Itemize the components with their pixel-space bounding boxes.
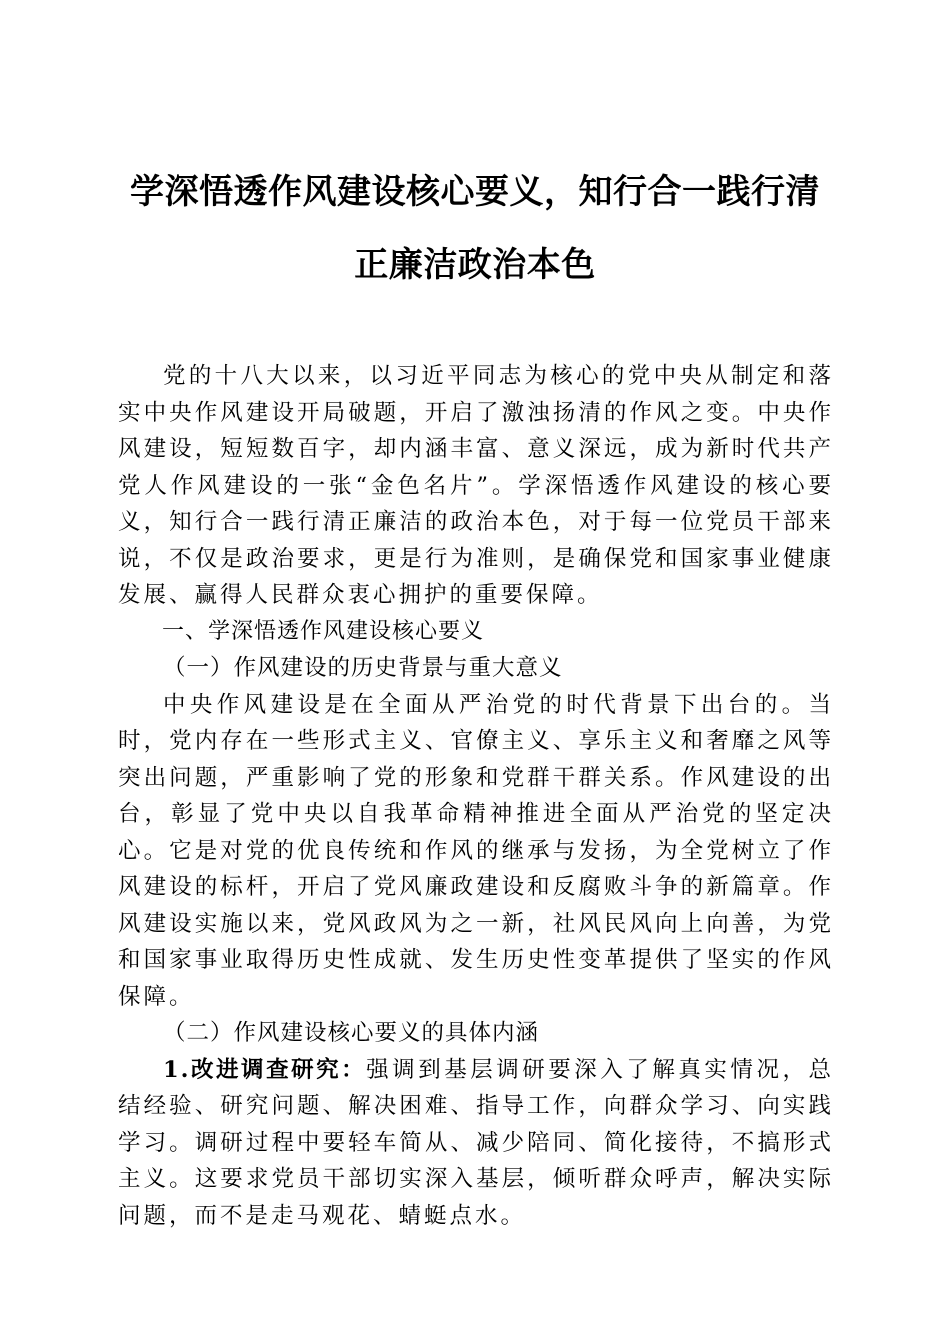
document-body	[118, 358, 834, 1234]
document-title-line-1: 学深悟透作风建设核心要义，知行合一践行清	[130, 172, 820, 212]
item-1-text: 强调到基层调研要深入了解真实情况，总结经验、研究问题、解决困难、指导工作，向群众学习、向实践学习。调研过程中要轻车简从、减少陪同、简化接待，不搞形式主义。这要求党员干部切实深入基层，倾听群众呼声，解决实际问题，而不是走马观花、蜻蜓点水。	[118, 1056, 834, 1229]
section-1-heading: 一、学深悟透作风建设核心要义	[162, 618, 485, 644]
intro-paragraph: 党的十八大以来，以习近平同志为核心的党中央从制定和落实中央作风建设开局破题，开启了激浊扬清的作风之变。中央作风建设，短短数百字，却内涵丰富、意义深远，成为新时代共产党人作风建设的一张“金色名片”。学深悟透作风建设的核心要义，知行合一践行清正廉洁的政治本色，对于每一位党员干部来说，不仅是政治要求，更是行为准则，是确保党和国家事业健康发展、赢得人民群众衷心拥护的重要保障。	[118, 363, 834, 608]
subsection-1-heading: （一）作风建设的历史背景与重大意义	[163, 655, 563, 681]
document-title-line-2: 正廉洁政治本色	[354, 245, 596, 285]
subsection-1-paragraph: 中央作风建设是在全面从严治党的时代背景下出台的。当时，党内存在一些形式主义、官僚主义、享乐主义和奢靡之风等突出问题，严重影响了党的形象和党群干群关系。作风建设的出台，彰显了党中央以自我革命精神推进全面从严治党的坚定决心。它是对党的优良传统和作风的继承与发扬，为全党树立了作风建设的标杆，开启了党风廉政建设和反腐败斗争的新篇章。作风建设实施以来，党风政风为之一新，社风民风向上向善，为党和国家事业取得历史性成就、发生历史性变革提供了坚实的作风保障。	[118, 691, 834, 1010]
item-1-paragraph	[118, 1052, 834, 1235]
subsection-2-heading: （二）作风建设核心要义的具体内涵	[163, 1020, 540, 1046]
item-1-lead: 1.改进调查研究：	[163, 1056, 367, 1083]
